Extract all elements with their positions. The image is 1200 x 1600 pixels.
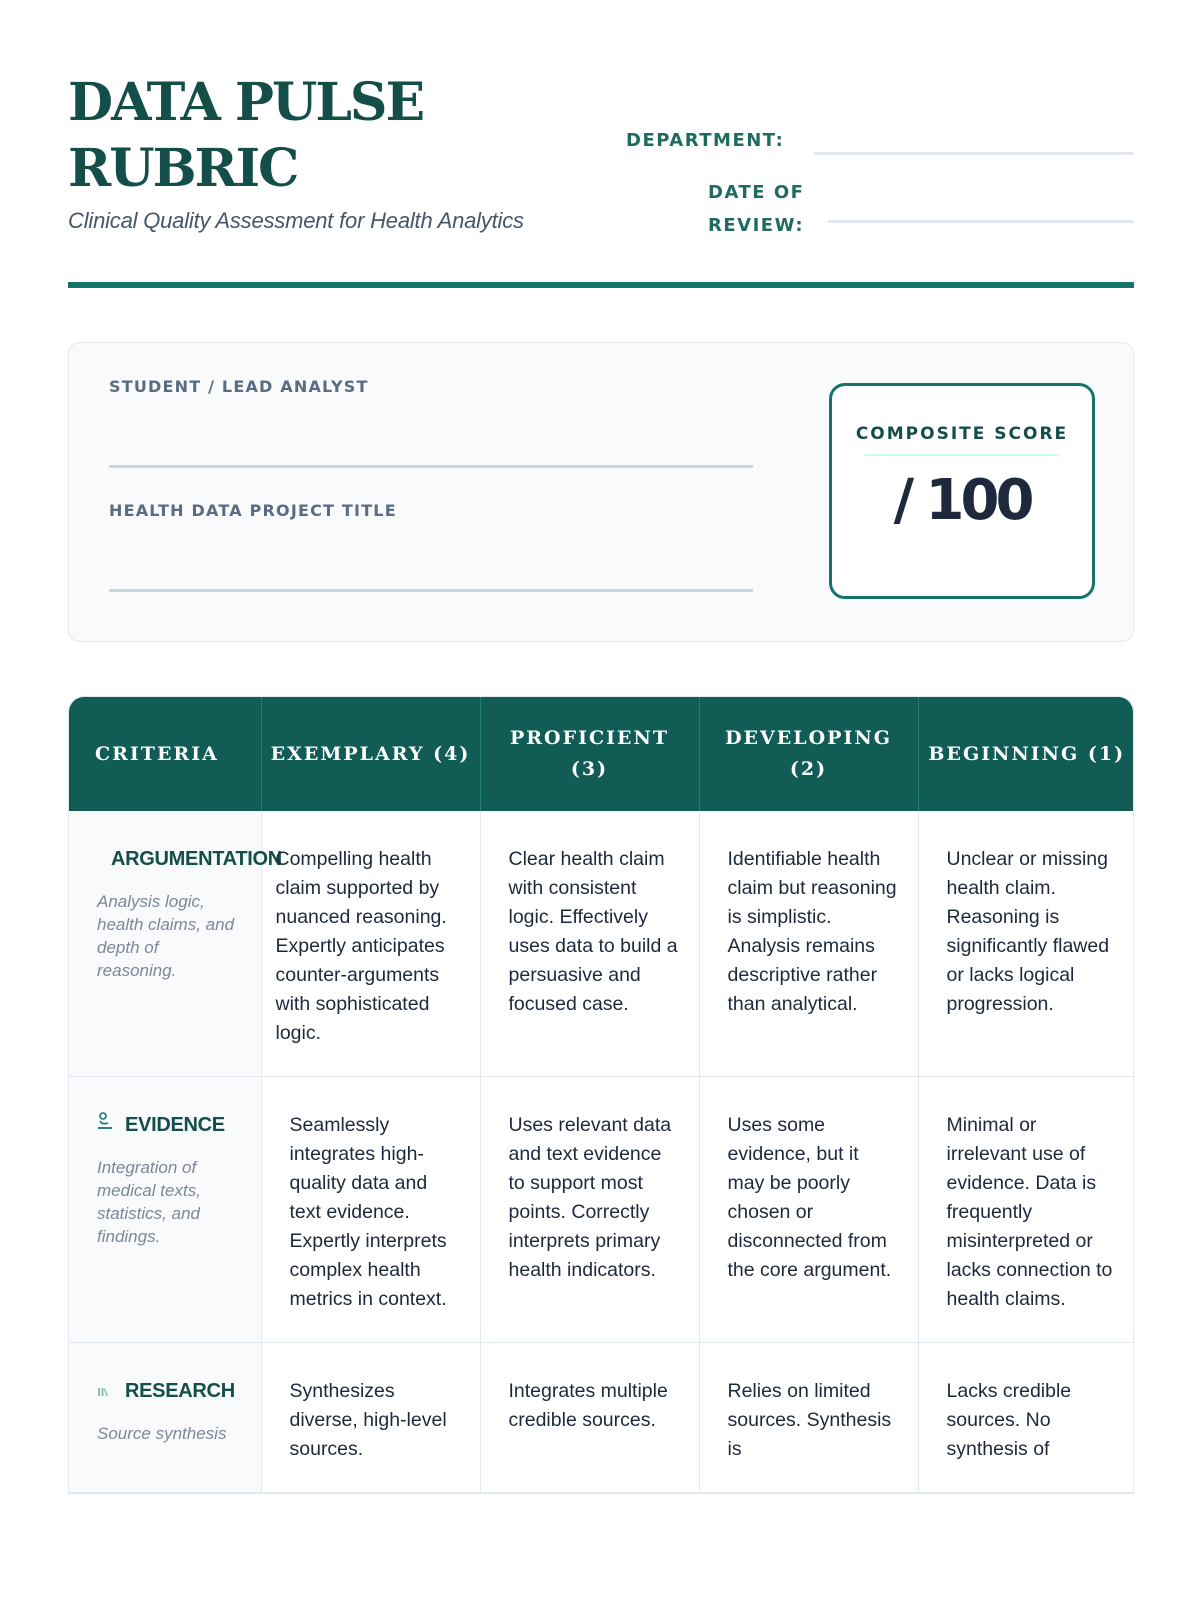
criteria-name: ARGUMENTATION bbox=[111, 848, 282, 870]
rubric-row-research bbox=[69, 1343, 1134, 1493]
composite-score-label: COMPOSITE SCORE bbox=[855, 424, 1069, 444]
level-cell-proficient[interactable]: Uses relevant data and text evidence to support most points. Correctly interprets primary health indicators. bbox=[480, 1077, 699, 1343]
column-header-beginning: BEGINNING (1) bbox=[918, 697, 1134, 811]
page-header bbox=[68, 70, 1134, 290]
criteria-cell bbox=[69, 811, 282, 1077]
composite-score-value: / 100 bbox=[893, 468, 1031, 533]
student-field[interactable] bbox=[109, 465, 753, 468]
criteria-heading bbox=[97, 1111, 243, 1140]
score-divider bbox=[865, 454, 1059, 456]
level-cell-proficient[interactable]: Clear health claim with consistent logic. Effectively uses data to build a persuasive and focused case. bbox=[480, 811, 699, 1077]
level-cell-beginning[interactable]: Minimal or irrelevant use of evidence. Data is frequently misinterpreted or lacks connection to health claims. bbox=[918, 1077, 1134, 1343]
level-cell-exemplary[interactable]: Compelling health claim supported by nuanced reasoning. Expertly anticipates counter-arguments with sophisticated logic. bbox=[261, 811, 480, 1077]
level-cell-developing[interactable]: Identifiable health claim but reasoning is simplistic. Analysis remains descriptive rather than analytical. bbox=[699, 811, 918, 1077]
project-title-field[interactable] bbox=[109, 589, 753, 592]
criteria-description: Integration of medical texts, statistics, and findings. bbox=[97, 1158, 201, 1246]
level-cell-beginning[interactable]: Lacks credible sources. No synthesis of bbox=[918, 1343, 1134, 1493]
level-cell-exemplary[interactable]: Seamlessly integrates high-quality data and text evidence. Expertly interprets complex health metrics in context. bbox=[261, 1077, 480, 1343]
level-cell-developing[interactable]: Relies on limited sources. Synthesis is bbox=[699, 1343, 918, 1493]
page-subtitle: Clinical Quality Assessment for Health Analytics bbox=[68, 208, 524, 233]
department-label: DEPARTMENT: bbox=[626, 130, 785, 151]
microscope-icon bbox=[97, 1111, 113, 1140]
library-icon bbox=[97, 1377, 113, 1406]
criteria-cell bbox=[69, 1077, 261, 1343]
criteria-name: RESEARCH bbox=[125, 1380, 235, 1402]
level-cell-developing[interactable]: Uses some evidence, but it may be poorly chosen or disconnected from the core argument. bbox=[699, 1077, 918, 1343]
column-header-exemplary: EXEMPLARY (4) bbox=[261, 697, 480, 811]
department-field[interactable] bbox=[814, 152, 1134, 155]
page-title: DATA PULSE RUBRIC bbox=[68, 72, 424, 199]
header-divider bbox=[68, 282, 1134, 288]
rubric-row-argumentation bbox=[69, 811, 1134, 1077]
level-cell-proficient[interactable]: Integrates multiple credible sources. bbox=[480, 1343, 699, 1493]
level-cell-beginning[interactable]: Unclear or missing health claim. Reasoning is significantly flawed or lacks logical progression. bbox=[918, 811, 1134, 1077]
level-cell-exemplary[interactable]: Synthesizes diverse, high-level sources. bbox=[261, 1343, 480, 1493]
criteria-heading bbox=[111, 845, 282, 874]
column-header-criteria: CRITERIA bbox=[69, 697, 261, 811]
student-info-card bbox=[68, 342, 1134, 642]
criteria-name: EVIDENCE bbox=[125, 1114, 225, 1136]
column-header-proficient: PROFICIENT (3) bbox=[480, 697, 699, 811]
student-label: STUDENT / LEAD ANALYST bbox=[109, 377, 369, 396]
date-of-review-label: DATE OF REVIEW: bbox=[708, 182, 805, 236]
composite-score-box bbox=[829, 383, 1095, 599]
rubric-header-row bbox=[69, 697, 1134, 811]
criteria-description: Analysis logic, health claims, and depth of reasoning. bbox=[97, 892, 235, 980]
date-of-review-field[interactable] bbox=[828, 220, 1134, 223]
project-title-label: HEALTH DATA PROJECT TITLE bbox=[109, 501, 397, 520]
rubric-row-evidence bbox=[69, 1077, 1134, 1343]
criteria-heading bbox=[97, 1377, 243, 1406]
criteria-cell bbox=[69, 1343, 261, 1493]
column-header-developing: DEVELOPING (2) bbox=[699, 697, 918, 811]
rubric-table bbox=[68, 696, 1134, 1494]
criteria-description: Source synthesis bbox=[97, 1424, 227, 1443]
